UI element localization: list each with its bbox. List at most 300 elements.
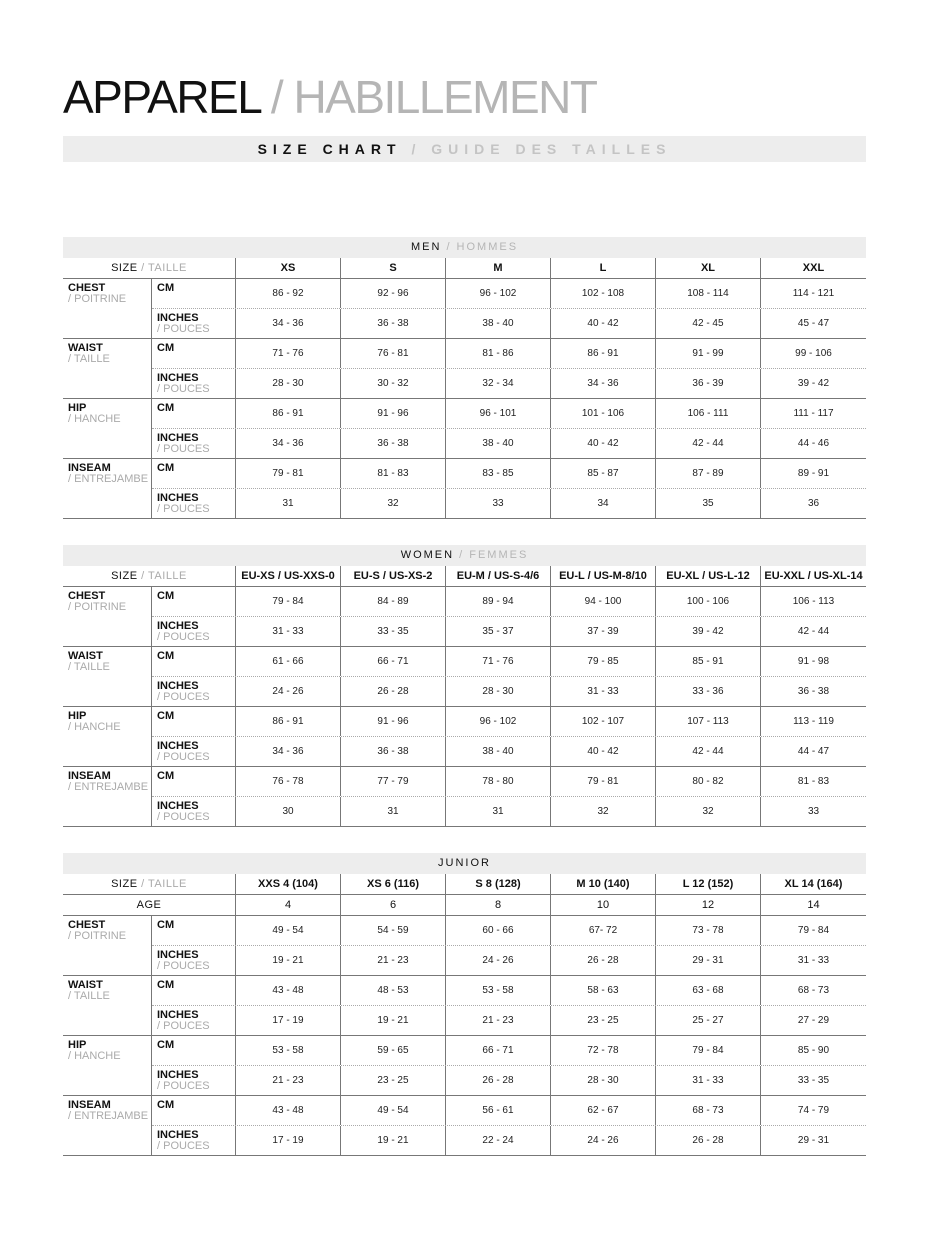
- cm-value: 76 - 81: [341, 339, 446, 368]
- cm-value: 114 - 121: [792, 288, 835, 299]
- measure-row-inseam: [63, 1096, 866, 1156]
- cm-value: 86 - 92: [236, 279, 341, 308]
- cm-value: 108 - 114: [656, 279, 761, 308]
- inches-value: 19 - 21: [341, 1126, 446, 1156]
- unit-label-inches-en: INCHES: [157, 1009, 199, 1021]
- cm-value: 58 - 63: [551, 976, 656, 1005]
- inches-value: 17 - 19: [236, 1126, 341, 1156]
- inches-value: 38 - 40: [446, 429, 551, 459]
- cm-value: 81 - 86: [446, 339, 551, 368]
- cm-row: [152, 767, 866, 797]
- inches-value: 27 - 29: [797, 1015, 830, 1026]
- measure-label: [63, 767, 152, 826]
- unit-label-inches-en: INCHES: [157, 1069, 199, 1081]
- measure-label: [63, 1036, 152, 1095]
- cm-value: 85 - 87: [551, 459, 656, 488]
- inches-value: 23 - 25: [551, 1006, 656, 1036]
- section-title: [63, 237, 866, 258]
- cm-value: 92 - 96: [341, 279, 446, 308]
- measure-label: [63, 587, 152, 646]
- inches-value: 36: [807, 498, 820, 509]
- measure-label-fr: / ENTREJAMBE: [68, 1110, 149, 1122]
- section-title: [63, 853, 866, 874]
- measure-label-fr: / ENTREJAMBE: [68, 781, 149, 793]
- unit-label-inches: [152, 1006, 236, 1036]
- section-title-en: WOMEN: [400, 549, 455, 561]
- unit-label-cm: [152, 1036, 236, 1065]
- unit-label-inches-en: INCHES: [157, 432, 199, 444]
- measure-label-fr: / TAILLE: [68, 353, 110, 365]
- measure-row-hip: [63, 707, 866, 767]
- cm-row: [152, 1096, 866, 1126]
- inches-value: 32: [341, 489, 446, 519]
- unit-label-cm: [152, 279, 236, 308]
- unit-label-cm-text: CM: [157, 710, 175, 722]
- size-column-header: S: [341, 258, 446, 278]
- inches-value: 42 - 44: [797, 626, 830, 637]
- cm-row: [152, 976, 866, 1006]
- measure-units: [152, 339, 866, 398]
- unit-label-inches: [152, 1066, 236, 1096]
- measure-label: [63, 279, 152, 338]
- size-label-en: SIZE: [111, 570, 138, 582]
- cm-value: 86 - 91: [551, 339, 656, 368]
- age-value: 14: [807, 899, 820, 911]
- measure-label: [63, 399, 152, 458]
- inches-value: 26 - 28: [551, 946, 656, 976]
- unit-label-inches: [152, 677, 236, 707]
- inches-value: 24 - 26: [236, 677, 341, 707]
- size-column-header: EU-S / US-XS-2: [341, 566, 446, 586]
- unit-label-cm-text: CM: [157, 770, 175, 782]
- unit-label-cm: [152, 916, 236, 945]
- measure-label-en: WAIST: [68, 650, 103, 662]
- unit-label-inches: [152, 1126, 236, 1156]
- measure-label: [63, 707, 152, 766]
- cm-value: 79 - 84: [797, 925, 830, 936]
- inches-row: [152, 429, 866, 459]
- measure-label-fr: / POITRINE: [68, 293, 127, 305]
- unit-label-inches-fr: / POUCES: [157, 1140, 210, 1152]
- measure-row-waist: [63, 976, 866, 1036]
- measure-label-en: HIP: [68, 1039, 87, 1051]
- inches-value: 44 - 47: [797, 746, 830, 757]
- age-label: AGE: [63, 895, 236, 915]
- measure-row-hip: [63, 1036, 866, 1096]
- unit-label-inches-fr: / POUCES: [157, 503, 210, 515]
- inches-value: 38 - 40: [446, 309, 551, 339]
- age-value: 12: [656, 895, 761, 915]
- inches-row: [152, 489, 866, 519]
- unit-label-cm: [152, 707, 236, 736]
- cm-value: 89 - 91: [797, 468, 830, 479]
- measure-label-fr: / POITRINE: [68, 930, 127, 942]
- measure-units: [152, 459, 866, 518]
- cm-value: 76 - 78: [236, 767, 341, 796]
- size-label: [63, 566, 236, 586]
- measure-label-en: CHEST: [68, 590, 106, 602]
- inches-value: 39 - 42: [797, 378, 830, 389]
- inches-value: 31 - 33: [551, 677, 656, 707]
- cm-value: 66 - 71: [446, 1036, 551, 1065]
- cm-row: [152, 587, 866, 617]
- inches-value: 38 - 40: [446, 737, 551, 767]
- size-header-row: [63, 874, 866, 895]
- size-label-fr: / TAILLE: [137, 570, 187, 582]
- measure-units: [152, 767, 866, 826]
- unit-label-inches-en: INCHES: [157, 680, 199, 692]
- cm-value: 79 - 84: [236, 587, 341, 616]
- cm-value: 77 - 79: [341, 767, 446, 796]
- size-label-en: SIZE: [111, 262, 138, 274]
- cm-value: 102 - 107: [551, 707, 656, 736]
- cm-row: [152, 459, 866, 489]
- measure-units: [152, 1096, 866, 1155]
- measure-units: [152, 399, 866, 458]
- measure-units: [152, 707, 866, 766]
- cm-value: 80 - 82: [656, 767, 761, 796]
- unit-label-inches-fr: / POUCES: [157, 383, 210, 395]
- inches-row: [152, 369, 866, 399]
- size-label: [63, 258, 236, 278]
- inches-value: 32 - 34: [446, 369, 551, 399]
- cm-value: 85 - 91: [656, 647, 761, 676]
- unit-label-inches-fr: / POUCES: [157, 691, 210, 703]
- unit-label-inches: [152, 617, 236, 647]
- cm-value: 96 - 101: [446, 399, 551, 428]
- measure-label: [63, 339, 152, 398]
- inches-value: 33: [446, 489, 551, 519]
- measure-label-en: INSEAM: [68, 1099, 111, 1111]
- measure-label: [63, 976, 152, 1035]
- size-column-header: L: [551, 258, 656, 278]
- cm-value: 71 - 76: [446, 647, 551, 676]
- unit-label-cm-text: CM: [157, 1099, 175, 1111]
- unit-label-inches-fr: / POUCES: [157, 811, 210, 823]
- inches-value: 42 - 44: [656, 737, 761, 767]
- inches-value: 34 - 36: [236, 737, 341, 767]
- cm-value: 62 - 67: [551, 1096, 656, 1125]
- inches-value: 35: [656, 489, 761, 519]
- inches-value: 26 - 28: [656, 1126, 761, 1156]
- unit-label-cm-text: CM: [157, 1039, 175, 1051]
- cm-value: 79 - 81: [551, 767, 656, 796]
- measure-row-chest: [63, 916, 866, 976]
- size-column-header: XXS 4 (104): [236, 874, 341, 894]
- section-title: [63, 545, 866, 566]
- inches-value: 24 - 26: [551, 1126, 656, 1156]
- measure-units: [152, 916, 866, 975]
- inches-value: 42 - 45: [656, 309, 761, 339]
- inches-value: 45 - 47: [797, 318, 830, 329]
- cm-value: 96 - 102: [446, 279, 551, 308]
- unit-label-inches-en: INCHES: [157, 620, 199, 632]
- inches-value: 36 - 39: [656, 369, 761, 399]
- cm-row: [152, 1036, 866, 1066]
- cm-value: 63 - 68: [656, 976, 761, 1005]
- age-value: 6: [341, 895, 446, 915]
- inches-value: 29 - 31: [656, 946, 761, 976]
- cm-value: 68 - 73: [656, 1096, 761, 1125]
- inches-value: 32: [551, 797, 656, 827]
- measure-label-en: INSEAM: [68, 770, 111, 782]
- cm-value: 111 - 117: [793, 408, 834, 419]
- measure-label-fr: / POITRINE: [68, 601, 127, 613]
- cm-value: 79 - 81: [236, 459, 341, 488]
- inches-row: [152, 1066, 866, 1096]
- measure-label-en: WAIST: [68, 342, 103, 354]
- inches-value: 22 - 24: [446, 1126, 551, 1156]
- inches-value: 36 - 38: [797, 686, 830, 697]
- cm-value: 91 - 99: [656, 339, 761, 368]
- cm-value: 43 - 48: [236, 976, 341, 1005]
- measure-label-en: HIP: [68, 402, 87, 414]
- measure-row-chest: [63, 587, 866, 647]
- measure-label-en: WAIST: [68, 979, 103, 991]
- unit-label-inches-en: INCHES: [157, 1129, 199, 1141]
- cm-value: 83 - 85: [446, 459, 551, 488]
- cm-value: 68 - 73: [797, 985, 830, 996]
- measure-row-hip: [63, 399, 866, 459]
- inches-value: 32: [656, 797, 761, 827]
- unit-label-cm-text: CM: [157, 282, 175, 294]
- size-column-header: EU-XL / US-L-12: [656, 566, 761, 586]
- cm-value: 86 - 91: [236, 399, 341, 428]
- cm-value: 94 - 100: [551, 587, 656, 616]
- age-value: 8: [446, 895, 551, 915]
- cm-value: 49 - 54: [341, 1096, 446, 1125]
- inches-value: 31: [446, 797, 551, 827]
- unit-label-cm: [152, 767, 236, 796]
- inches-value: 35 - 37: [446, 617, 551, 647]
- cm-value: 79 - 85: [551, 647, 656, 676]
- inches-value: 37 - 39: [551, 617, 656, 647]
- unit-label-cm-text: CM: [157, 919, 175, 931]
- cm-value: 91 - 96: [341, 707, 446, 736]
- inches-value: 40 - 42: [551, 429, 656, 459]
- cm-value: 101 - 106: [551, 399, 656, 428]
- banner-en: SIZE CHART: [257, 141, 402, 157]
- measure-row-waist: [63, 339, 866, 399]
- section-title-en: JUNIOR: [438, 857, 491, 869]
- cm-value: 54 - 59: [341, 916, 446, 945]
- unit-label-inches-fr: / POUCES: [157, 323, 210, 335]
- cm-value: 67- 72: [551, 916, 656, 945]
- measure-row-chest: [63, 279, 866, 339]
- measure-label-en: CHEST: [68, 282, 106, 294]
- age-row: [63, 895, 866, 916]
- cm-value: 87 - 89: [656, 459, 761, 488]
- unit-label-cm-text: CM: [157, 342, 175, 354]
- size-column-header: XL: [656, 258, 761, 278]
- inches-value: 31 - 33: [797, 955, 830, 966]
- size-column-header: XXL: [802, 262, 825, 274]
- inches-value: 36 - 38: [341, 429, 446, 459]
- unit-label-cm: [152, 1096, 236, 1125]
- section-title-fr: / HOMMES: [441, 241, 519, 253]
- inches-value: 25 - 27: [656, 1006, 761, 1036]
- size-table-women: [63, 545, 866, 827]
- measure-label-fr: / HANCHE: [68, 413, 121, 425]
- inches-value: 30 - 32: [341, 369, 446, 399]
- measure-label-fr: / HANCHE: [68, 1050, 121, 1062]
- measure-row-waist: [63, 647, 866, 707]
- unit-label-inches: [152, 797, 236, 827]
- measure-units: [152, 976, 866, 1035]
- inches-value: 19 - 21: [341, 1006, 446, 1036]
- cm-value: 106 - 111: [656, 399, 761, 428]
- size-header-row: [63, 258, 866, 279]
- inches-value: 34 - 36: [551, 369, 656, 399]
- unit-label-cm-text: CM: [157, 462, 175, 474]
- cm-value: 102 - 108: [551, 279, 656, 308]
- cm-value: 99 - 106: [795, 348, 832, 359]
- title-en: APPAREL: [63, 71, 260, 123]
- inches-value: 33: [807, 806, 820, 817]
- inches-value: 42 - 44: [656, 429, 761, 459]
- size-header-row: [63, 566, 866, 587]
- inches-value: 21 - 23: [236, 1066, 341, 1096]
- size-column-header: L 12 (152): [656, 874, 761, 894]
- inches-value: 26 - 28: [446, 1066, 551, 1096]
- unit-label-inches-fr: / POUCES: [157, 631, 210, 643]
- banner-separator: /: [401, 141, 432, 157]
- inches-value: 44 - 46: [797, 438, 830, 449]
- inches-row: [152, 617, 866, 647]
- cm-value: 91 - 98: [797, 656, 830, 667]
- unit-label-cm: [152, 647, 236, 676]
- cm-value: 49 - 54: [236, 916, 341, 945]
- unit-label-cm: [152, 339, 236, 368]
- inches-value: 21 - 23: [341, 946, 446, 976]
- page-title: [63, 72, 596, 122]
- inches-value: 34 - 36: [236, 309, 341, 339]
- cm-value: 60 - 66: [446, 916, 551, 945]
- unit-label-inches: [152, 429, 236, 459]
- unit-label-inches: [152, 946, 236, 976]
- inches-value: 31 - 33: [656, 1066, 761, 1096]
- cm-value: 48 - 53: [341, 976, 446, 1005]
- inches-value: 17 - 19: [236, 1006, 341, 1036]
- size-column-header: EU-M / US-S-4/6: [446, 566, 551, 586]
- unit-label-inches-en: INCHES: [157, 312, 199, 324]
- size-column-header: S 8 (128): [446, 874, 551, 894]
- unit-label-cm: [152, 459, 236, 488]
- size-label-fr: / TAILLE: [137, 262, 187, 274]
- cm-value: 79 - 84: [656, 1036, 761, 1065]
- cm-value: 43 - 48: [236, 1096, 341, 1125]
- section-title-fr: / FEMMES: [454, 549, 529, 561]
- inches-row: [152, 309, 866, 339]
- inches-row: [152, 737, 866, 767]
- unit-label-inches-fr: / POUCES: [157, 1080, 210, 1092]
- measure-label: [63, 916, 152, 975]
- size-column-header: EU-L / US-M-8/10: [551, 566, 656, 586]
- unit-label-inches-fr: / POUCES: [157, 443, 210, 455]
- inches-value: 40 - 42: [551, 309, 656, 339]
- measure-label: [63, 459, 152, 518]
- unit-label-inches: [152, 489, 236, 519]
- inches-value: 28 - 30: [446, 677, 551, 707]
- age-value: 4: [236, 895, 341, 915]
- inches-value: 39 - 42: [656, 617, 761, 647]
- size-chart-banner: [63, 136, 866, 162]
- cm-value: 86 - 91: [236, 707, 341, 736]
- unit-label-inches-en: INCHES: [157, 949, 199, 961]
- inches-value: 33 - 35: [797, 1075, 830, 1086]
- unit-label-inches-en: INCHES: [157, 740, 199, 752]
- cm-value: 106 - 113: [792, 596, 835, 607]
- measure-label-fr: / HANCHE: [68, 721, 121, 733]
- inches-value: 28 - 30: [236, 369, 341, 399]
- unit-label-inches-fr: / POUCES: [157, 1020, 210, 1032]
- cm-value: 89 - 94: [446, 587, 551, 616]
- measure-label: [63, 1096, 152, 1155]
- cm-value: 113 - 119: [793, 716, 834, 727]
- cm-value: 66 - 71: [341, 647, 446, 676]
- unit-label-inches: [152, 369, 236, 399]
- inches-value: 34: [551, 489, 656, 519]
- inches-row: [152, 946, 866, 976]
- unit-label-cm-text: CM: [157, 979, 175, 991]
- inches-value: 26 - 28: [341, 677, 446, 707]
- unit-label-cm: [152, 587, 236, 616]
- measure-units: [152, 1036, 866, 1095]
- size-column-header: XS 6 (116): [341, 874, 446, 894]
- measure-row-inseam: [63, 459, 866, 519]
- measure-label-fr: / TAILLE: [68, 990, 110, 1002]
- measure-units: [152, 647, 866, 706]
- cm-value: 96 - 102: [446, 707, 551, 736]
- unit-label-cm-text: CM: [157, 402, 175, 414]
- size-label-en: SIZE: [111, 878, 138, 890]
- cm-value: 81 - 83: [341, 459, 446, 488]
- unit-label-cm-text: CM: [157, 650, 175, 662]
- measure-label-en: INSEAM: [68, 462, 111, 474]
- inches-value: 29 - 31: [797, 1135, 830, 1146]
- unit-label-inches: [152, 737, 236, 767]
- unit-label-inches-en: INCHES: [157, 492, 199, 504]
- measure-units: [152, 279, 866, 338]
- unit-label-inches: [152, 309, 236, 339]
- inches-value: 31 - 33: [236, 617, 341, 647]
- size-column-header: M: [446, 258, 551, 278]
- inches-value: 23 - 25: [341, 1066, 446, 1096]
- measure-units: [152, 587, 866, 646]
- measure-label-fr: / ENTREJAMBE: [68, 473, 149, 485]
- inches-value: 24 - 26: [446, 946, 551, 976]
- inches-value: 33 - 36: [656, 677, 761, 707]
- inches-value: 36 - 38: [341, 737, 446, 767]
- cm-value: 56 - 61: [446, 1096, 551, 1125]
- size-column-header: EU-XS / US-XXS-0: [236, 566, 341, 586]
- size-table-junior: [63, 853, 866, 1156]
- cm-value: 74 - 79: [797, 1105, 830, 1116]
- cm-value: 100 - 106: [656, 587, 761, 616]
- size-column-header: XS: [236, 258, 341, 278]
- cm-value: 107 - 113: [656, 707, 761, 736]
- inches-value: 30: [236, 797, 341, 827]
- banner-fr: GUIDE DES TAILLES: [431, 141, 672, 157]
- size-column-header: EU-XXL / US-XL-14: [764, 570, 863, 582]
- size-table-men: [63, 237, 866, 519]
- unit-label-inches-fr: / POUCES: [157, 751, 210, 763]
- inches-value: 19 - 21: [236, 946, 341, 976]
- cm-value: 53 - 58: [446, 976, 551, 1005]
- cm-value: 78 - 80: [446, 767, 551, 796]
- cm-row: [152, 647, 866, 677]
- unit-label-cm: [152, 976, 236, 1005]
